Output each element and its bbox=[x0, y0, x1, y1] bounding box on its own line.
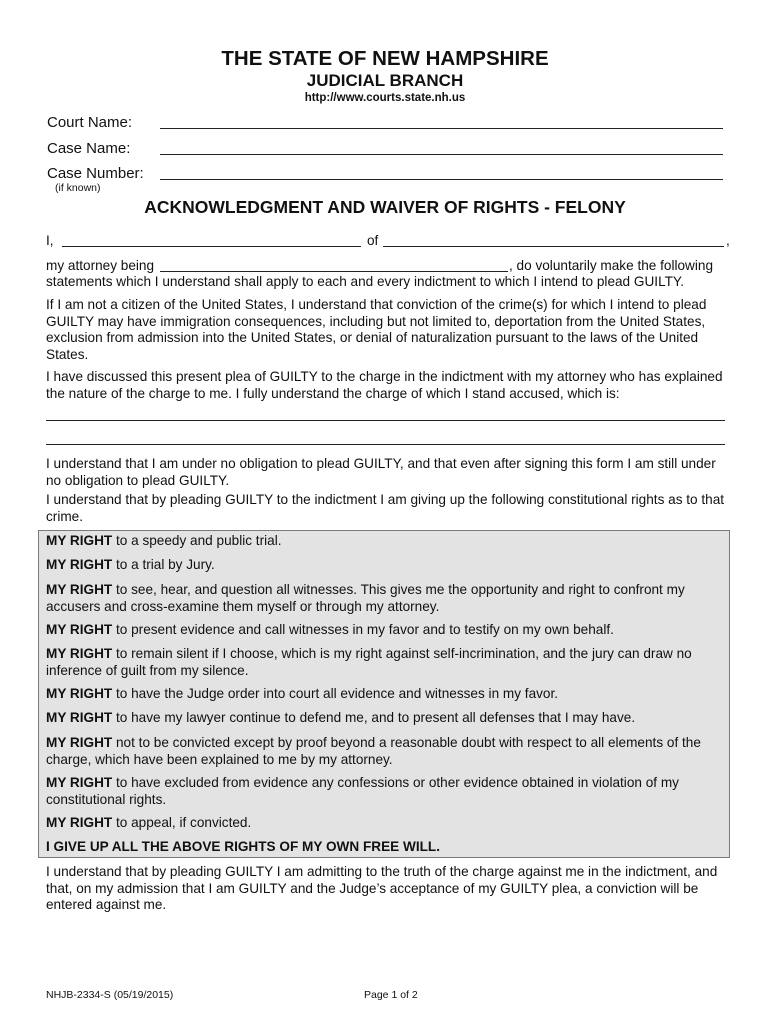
discussed-paragraph: I have discussed this present plea of GUILTY to the charge in the indictment with my attorney who has explained the nature of the charge to me. I fully understand the charge of which I stand accused, which is: bbox=[46, 369, 723, 401]
right-item-lawyer bbox=[46, 710, 722, 727]
court-name-label: Court Name: bbox=[47, 114, 133, 131]
right-text: to a speedy and public trial. bbox=[112, 533, 282, 548]
attorney-name-field[interactable] bbox=[160, 271, 508, 272]
my-right-label: MY RIGHT bbox=[46, 557, 113, 572]
right-item-witnesses bbox=[46, 582, 722, 615]
intro-of: of bbox=[367, 233, 379, 248]
right-text: to remain silent if I choose, which is my right against self-incrimination, and the jury can draw no inference of guilt from my silence. bbox=[46, 646, 692, 678]
right-item-present-evidence bbox=[46, 622, 722, 639]
page-number: Page 1 of 2 bbox=[364, 989, 418, 1001]
court-name-field[interactable] bbox=[160, 128, 723, 129]
statements-text: statements which I understand shall apply to each and every indictment to which I intend to plead GUILTY. bbox=[46, 274, 685, 289]
right-text: to see, hear, and question all witnesses. This gives me the opportunity and right to confront my accusers and cross-examine them myself or through my attorney. bbox=[46, 582, 685, 614]
my-right-label: MY RIGHT bbox=[46, 775, 113, 790]
right-item-reasonable-doubt bbox=[46, 735, 722, 768]
no-obligation-paragraph: I understand that I am under no obligation to plead GUILTY, and that even after signing this form I am still under no obligation to plead GUILTY. bbox=[46, 456, 716, 488]
right-text: to have the Judge order into court all evidence and witnesses in my favor. bbox=[112, 686, 559, 701]
right-item-appeal bbox=[46, 815, 722, 832]
case-number-field[interactable] bbox=[160, 179, 723, 180]
right-text: to have my lawyer continue to defend me, and to present all defenses that I may have. bbox=[112, 710, 636, 725]
attorney-suffix: , do voluntarily make the following bbox=[509, 258, 714, 273]
my-right-label: MY RIGHT bbox=[46, 533, 113, 548]
form-title: ACKNOWLEDGMENT AND WAIVER OF RIGHTS - FELONY bbox=[144, 197, 626, 217]
right-text: not to be convicted except by proof beyond a reasonable doubt with respect to all elements of the charge, which have been explained to me by my attorney. bbox=[46, 735, 701, 767]
right-item-exclude-evidence bbox=[46, 775, 722, 808]
my-right-label: MY RIGHT bbox=[46, 646, 113, 661]
branch-title: JUDICIAL BRANCH bbox=[306, 71, 464, 90]
my-right-label: MY RIGHT bbox=[46, 815, 113, 830]
admitting-paragraph: I understand that by pleading GUILTY I am admitting to the truth of the charge against me in the indictment, and that, on my admission that I am GUILTY and the Judge’s acceptance of my GUILTY plea, a conviction will be entered against me. bbox=[46, 864, 718, 913]
court-url: http://www.courts.state.nh.us bbox=[304, 92, 466, 104]
citizenship-paragraph: If I am not a citizen of the United States, I understand that conviction of the crime(s) for which I intend to plead GUILTY may have immigration consequences, including but not limited to, deportation from the United States, exclusion from admission into the United States, or denial of naturalization pursuant to the laws of the United States. bbox=[46, 297, 707, 362]
right-text: to appeal, if convicted. bbox=[112, 815, 252, 830]
case-number-label: Case Number: bbox=[47, 165, 144, 182]
case-name-label: Case Name: bbox=[47, 140, 131, 157]
right-text: to present evidence and call witnesses in my favor and to testify on my own behalf. bbox=[112, 622, 614, 637]
charge-line-1[interactable] bbox=[46, 420, 725, 421]
my-right-label: MY RIGHT bbox=[46, 735, 113, 750]
give-up-rights-statement: I GIVE UP ALL THE ABOVE RIGHTS OF MY OWN FREE WILL. bbox=[46, 839, 440, 854]
defendant-address-field[interactable] bbox=[383, 246, 724, 247]
right-item-jury bbox=[46, 557, 722, 574]
right-text: to have excluded from evidence any confessions or other evidence obtained in violation of my constitutional rights. bbox=[46, 775, 679, 807]
charge-line-2[interactable] bbox=[46, 444, 725, 445]
defendant-name-field[interactable] bbox=[62, 246, 361, 247]
case-name-field[interactable] bbox=[160, 154, 723, 155]
right-item-remain-silent bbox=[46, 646, 722, 679]
my-right-label: MY RIGHT bbox=[46, 710, 113, 725]
state-title: THE STATE OF NEW HAMPSHIRE bbox=[221, 47, 549, 70]
case-number-note: (if known) bbox=[55, 182, 101, 194]
attorney-prefix: my attorney being bbox=[46, 258, 155, 273]
intro-i: I, bbox=[46, 233, 54, 248]
form-id: NHJB-2334-S (05/19/2015) bbox=[46, 989, 174, 1001]
right-item-speedy-trial bbox=[46, 533, 722, 550]
giving-up-paragraph: I understand that by pleading GUILTY to the indictment I am giving up the following constitutional rights as to that crime. bbox=[46, 492, 725, 524]
right-item-order-evidence bbox=[46, 686, 722, 703]
rights-box bbox=[38, 530, 730, 858]
right-text: to a trial by Jury. bbox=[112, 557, 215, 572]
my-right-label: MY RIGHT bbox=[46, 582, 113, 597]
intro-comma: , bbox=[726, 233, 730, 248]
my-right-label: MY RIGHT bbox=[46, 686, 113, 701]
my-right-label: MY RIGHT bbox=[46, 622, 113, 637]
